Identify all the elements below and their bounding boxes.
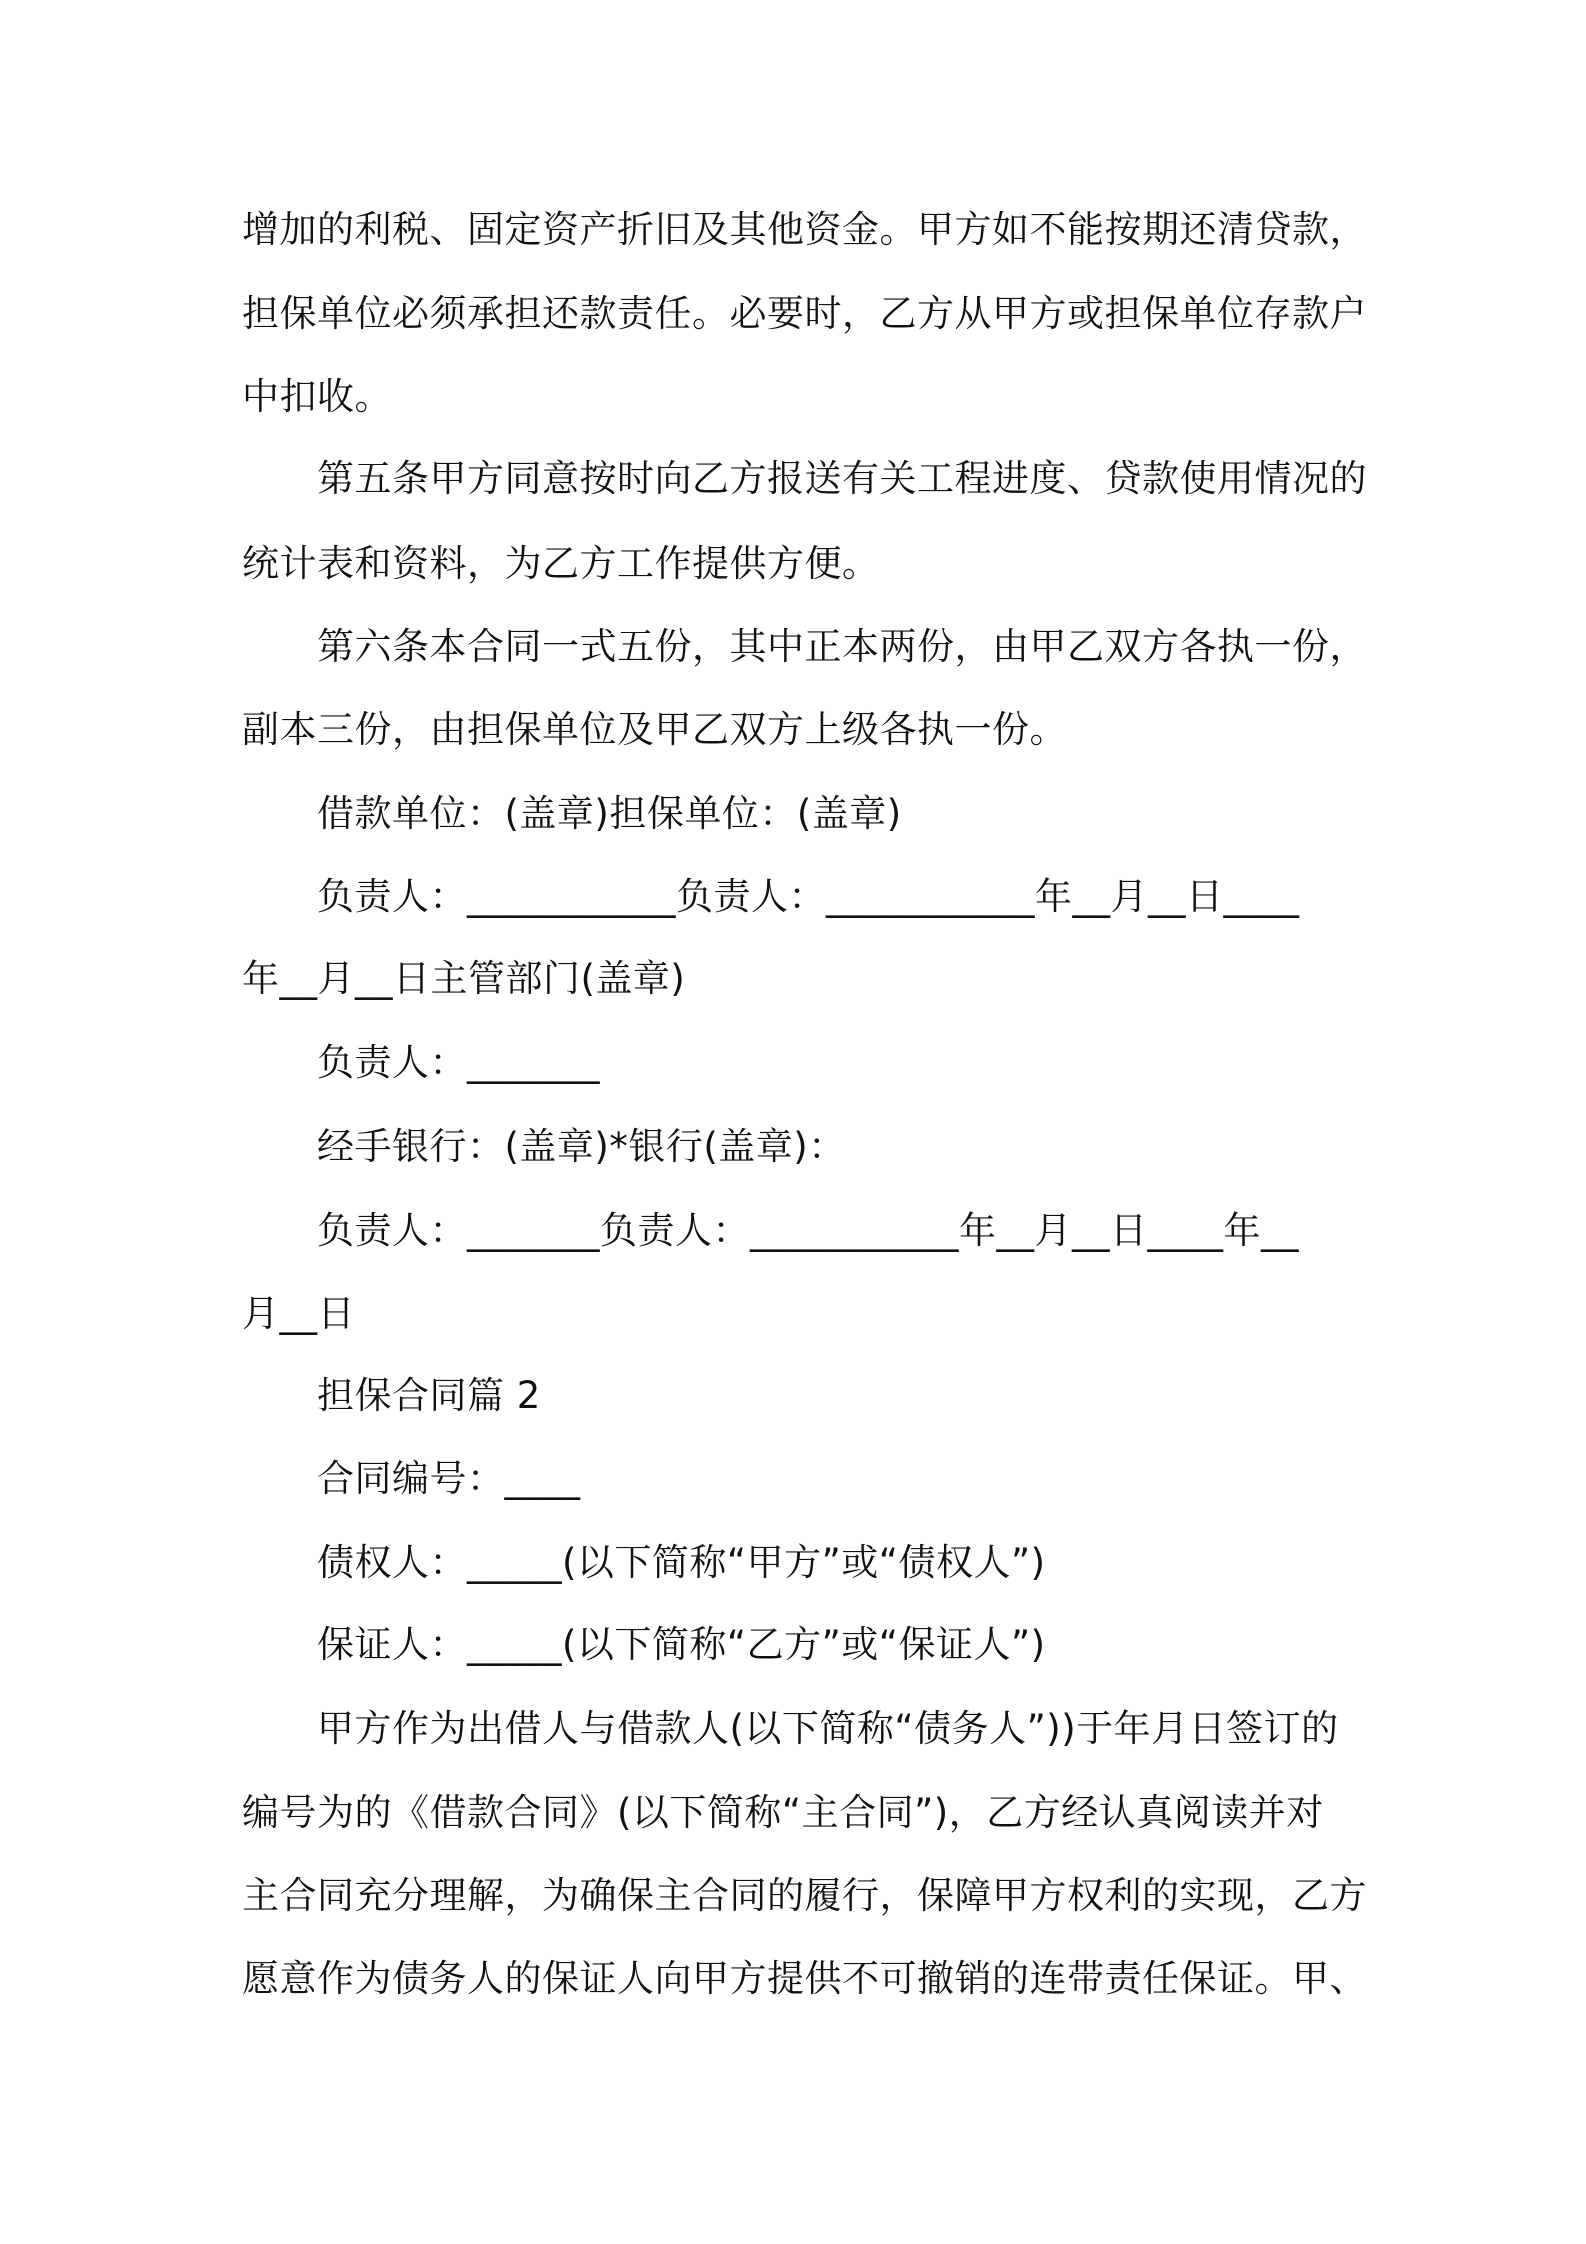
text-line: 编号为的《借款合同》(以下简称“主合同”)，乙方经认真阅读并对 [242,1791,1324,1834]
text-line: 经手银行：(盖章)*银行(盖章)： [317,1125,846,1168]
text-line: 债权人：_____(以下简称“甲方”或“债权人”) [317,1541,1046,1584]
text-line: 愿意作为债务人的保证人向甲方提供不可撤销的连带责任保证。甲、 [242,1957,1367,2000]
text-line: 保证人：_____(以下简称“乙方”或“保证人”) [317,1623,1046,1666]
text-line: 负责人：___________负责人：___________年__月__日____ [317,875,1300,918]
text-line: 主合同充分理解，为确保主合同的履行，保障甲方权利的实现，乙方 [242,1874,1367,1917]
text-line: 月__日 [242,1292,355,1335]
text-line: 合同编号：____ [317,1457,581,1500]
text-line: 负责人：_______负责人：___________年__月__日____年__ [317,1209,1299,1252]
text-line: 担保单位必须承担还款责任。必要时，乙方从甲方或担保单位存款户 [242,292,1367,335]
text-line: 年__月__日主管部门(盖章) [242,957,686,1000]
text-line: 甲方作为出借人与借款人(以下简称“债务人”))于年月日签订的 [317,1707,1339,1750]
text-line: 第六条本合同一式五份，其中正本两份，由甲乙双方各执一份， [317,625,1367,668]
text-line: 负责人：_______ [317,1041,600,1084]
text-line: 增加的利税、固定资产折旧及其他资金。甲方如不能按期还清贷款， [242,208,1367,251]
text-line: 第五条甲方同意按时向乙方报送有关工程进度、贷款使用情况的 [317,457,1367,500]
text-line: 借款单位：(盖章)担保单位：(盖章) [317,792,902,835]
text-line: 统计表和资料，为乙方工作提供方便。 [242,542,880,585]
section-heading: 担保合同篇 2 [317,1374,541,1417]
text-line: 副本三份，由担保单位及甲乙双方上级各执一份。 [242,708,1067,751]
text-line: 中扣收。 [242,375,392,418]
